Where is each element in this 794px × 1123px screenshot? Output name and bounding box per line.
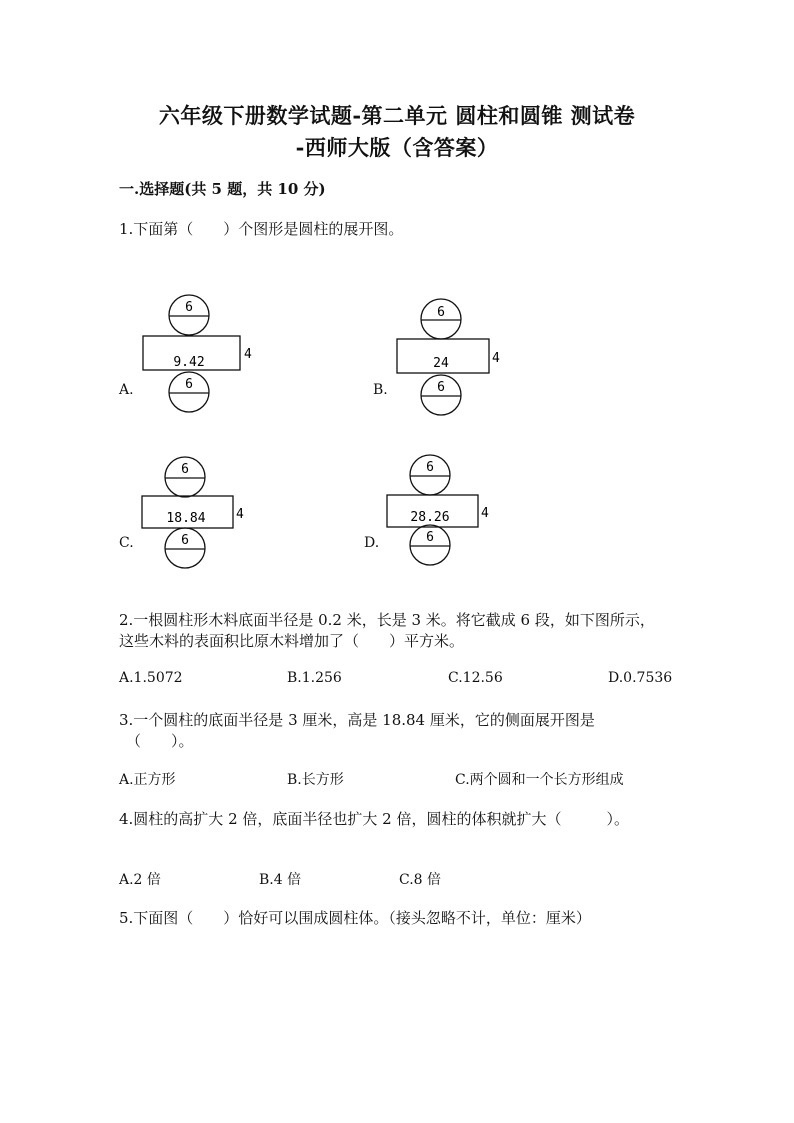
option-a-top-circle-label: 6 (185, 300, 193, 315)
option-b-side-label: 4 (492, 351, 500, 366)
option-a-net (143, 295, 252, 412)
option-b-rect-label: 24 (433, 356, 449, 371)
option-c-bottom-circle-label: 6 (181, 533, 189, 548)
option-b-top-circle-label: 6 (437, 305, 445, 320)
option-c-net (142, 457, 244, 568)
q2-option-d: D.0.7536 (608, 670, 673, 686)
q4-option-a: A.2 倍 (119, 872, 161, 888)
option-d-rect-label: 28.26 (410, 510, 450, 525)
option-d-top-circle-label: 6 (426, 460, 434, 475)
option-d-bottom-circle-label: 6 (426, 530, 434, 545)
question-2-line1: 2.一根圆柱形木料底面半径是 0.2 米，长是 3 米。将它截成 6 段，如下图所示， (119, 611, 655, 629)
q4-option-b: B.4 倍 (259, 872, 302, 888)
question-5-text: 5.下面图（ ）恰好可以围成圆柱体。（接头忽略不计，单位：厘米） (119, 909, 591, 927)
option-b-net (397, 299, 500, 415)
q3-option-b: B.长方形 (287, 772, 344, 788)
option-a-bottom-circle-label: 6 (185, 377, 193, 392)
option-d-side-label: 4 (481, 506, 489, 521)
q3-option-c: C.两个圆和一个长方形组成 (455, 772, 624, 788)
q1-option-a-label: A. (119, 382, 134, 398)
question-1-text: 1.下面第（ ）个图形是圆柱的展开图。 (119, 220, 404, 238)
page-title-line2: -西师大版（含答案） (295, 135, 499, 160)
q1-option-d-label: D. (364, 535, 380, 551)
q2-option-b: B.1.256 (287, 670, 342, 686)
option-a-side-label: 4 (244, 347, 252, 362)
q1-option-c-label: C. (119, 535, 134, 551)
question-2-line2: 这些木料的表面积比原木料增加了（ ）平方米。 (119, 632, 465, 650)
page-title-line1: 六年级下册数学试题-第二单元 圆柱和圆锥 测试卷 (158, 103, 636, 128)
q4-option-c: C.8 倍 (399, 872, 442, 888)
option-c-side-label: 4 (236, 507, 244, 522)
q2-option-c: C.12.56 (448, 670, 503, 686)
question-3-line2: （ ）。 (126, 732, 194, 750)
option-b-bottom-circle-label: 6 (437, 380, 445, 395)
question-4-text: 4.圆柱的高扩大 2 倍，底面半径也扩大 2 倍，圆柱的体积就扩大（ ）。 (119, 810, 629, 828)
question-3-line1: 3.一个圆柱的底面半径是 3 厘米，高是 18.84 厘米，它的侧面展开图是 (119, 711, 595, 729)
q1-option-b-label: B. (373, 382, 388, 398)
section-heading: 一.选择题(共 5 题，共 10 分) (119, 180, 326, 198)
option-c-rect-label: 18.84 (166, 511, 206, 526)
option-c-top-circle-label: 6 (181, 462, 189, 477)
option-a-rect-label: 9.42 (173, 355, 205, 370)
option-d-net (387, 455, 489, 565)
q2-option-a: A.1.5072 (119, 670, 183, 686)
q3-option-a: A.正方形 (119, 772, 176, 788)
